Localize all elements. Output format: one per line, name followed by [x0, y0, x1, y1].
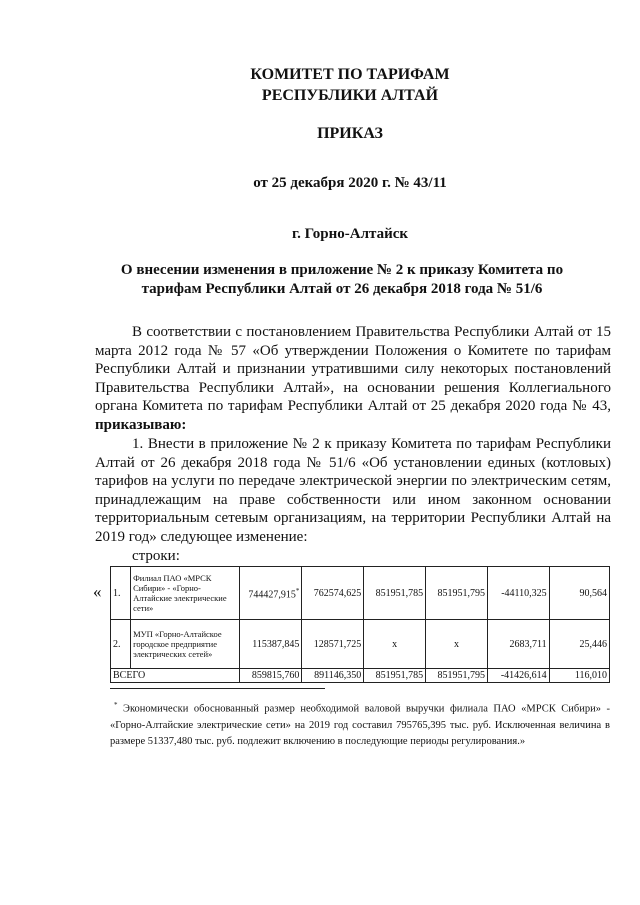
order-word: приказываю: [95, 416, 187, 433]
table-row [111, 620, 610, 669]
total-value-cell: 851951,785 [364, 669, 426, 683]
document-date-number: от 25 декабря 2020 г. № 43/11 [253, 175, 447, 191]
row-number: 2. [111, 620, 131, 669]
preamble-text: В соответствии с постановлением Правительства Республики Алтай от 15 марта 2012 года № 57 «Об утверждении Положения о Комитете по тарифам Республики Алтай и признании утратившими силу некоторых постановлений Правительства Республики Алтай», на основании решения Коллегиального органа Комитета по тарифам Республики Алтай от 25 декабря 2020 года № 43, [95, 324, 611, 415]
footnote-text: Экономически обоснованный размер необходимой валовой выручки филиала ПАО «МРСК Сибири» - «Горно-Алтайские электрические сети» на 2019 год составил 795765,395 тыс. руб. Исключенная величина в размере 51337,480 тыс. руб. подлежит включению в последующие периоды регулирования.» [110, 703, 611, 747]
value-cell: 25,446 [549, 620, 609, 669]
total-value-cell: 116,010 [549, 669, 609, 683]
document-subject-line2: тарифам Республики Алтай от 26 декабря 2018 года № 51/6 [141, 281, 543, 297]
organization-name-line2: РЕСПУБЛИКИ АЛТАЙ [261, 87, 439, 104]
value-cell: 2683,711 [487, 620, 549, 669]
total-value-cell: 859815,760 [240, 669, 302, 683]
organization-cell: МУП «Горно-Алтайское городское предприятие электрических сетей» [131, 620, 240, 669]
table-row [111, 567, 610, 620]
opening-quote-mark: « [93, 582, 102, 601]
value-text: 744427,915 [248, 589, 296, 601]
value-cell: x [364, 620, 426, 669]
value-cell: 762574,625 [302, 567, 364, 620]
total-value-cell: 851951,795 [426, 669, 488, 683]
document-city: г. Горно-Алтайск [291, 226, 409, 242]
table-total-row [111, 669, 610, 683]
organization-cell: Филиал ПАО «МРСК Сибири» - «Горно-Алтайские электрические сети» [131, 567, 240, 620]
row-number: 1. [111, 567, 131, 620]
value-cell: 128571,725 [302, 620, 364, 669]
preamble-paragraph [95, 323, 611, 435]
document-type: ПРИКАЗ [317, 125, 383, 142]
tariff-table [110, 566, 610, 683]
value-cell: 851951,795 [426, 567, 488, 620]
total-value-cell: 891146,350 [302, 669, 364, 683]
footnote [110, 697, 610, 750]
document-subject-line1: О внесении изменения в приложение № 2 к приказу Комитета по [120, 262, 564, 278]
value-cell: 90,564 [549, 567, 609, 620]
value-cell: -44110,325 [487, 567, 549, 620]
value-cell: 115387,845 [240, 620, 302, 669]
footnote-divider [110, 688, 325, 689]
footnote-marker: * [295, 586, 300, 595]
value-cell [240, 567, 302, 620]
footnote-marker: * [114, 701, 118, 709]
total-label: ВСЕГО [111, 669, 240, 683]
value-cell: x [426, 620, 488, 669]
organization-name-line1: КОМИТЕТ ПО ТАРИФАМ [250, 66, 450, 83]
total-value-cell: -41426,614 [487, 669, 549, 683]
value-cell: 851951,785 [364, 567, 426, 620]
order-item-1-paragraph: 1. Внести в приложение № 2 к приказу Комитета по тарифам Республики Алтай от 26 декабря 2018 года № 51/6 «Об установлении единых (котловых) тарифов на услуги по передаче электрической энергии по электрическим сетям, принадлежащим на праве собственности или ином законном основании территориальным сетевым организациям, на территории Республики Алтай на 2019 год» следующее изменение: [95, 436, 611, 545]
rows-label: строки: [132, 548, 180, 564]
